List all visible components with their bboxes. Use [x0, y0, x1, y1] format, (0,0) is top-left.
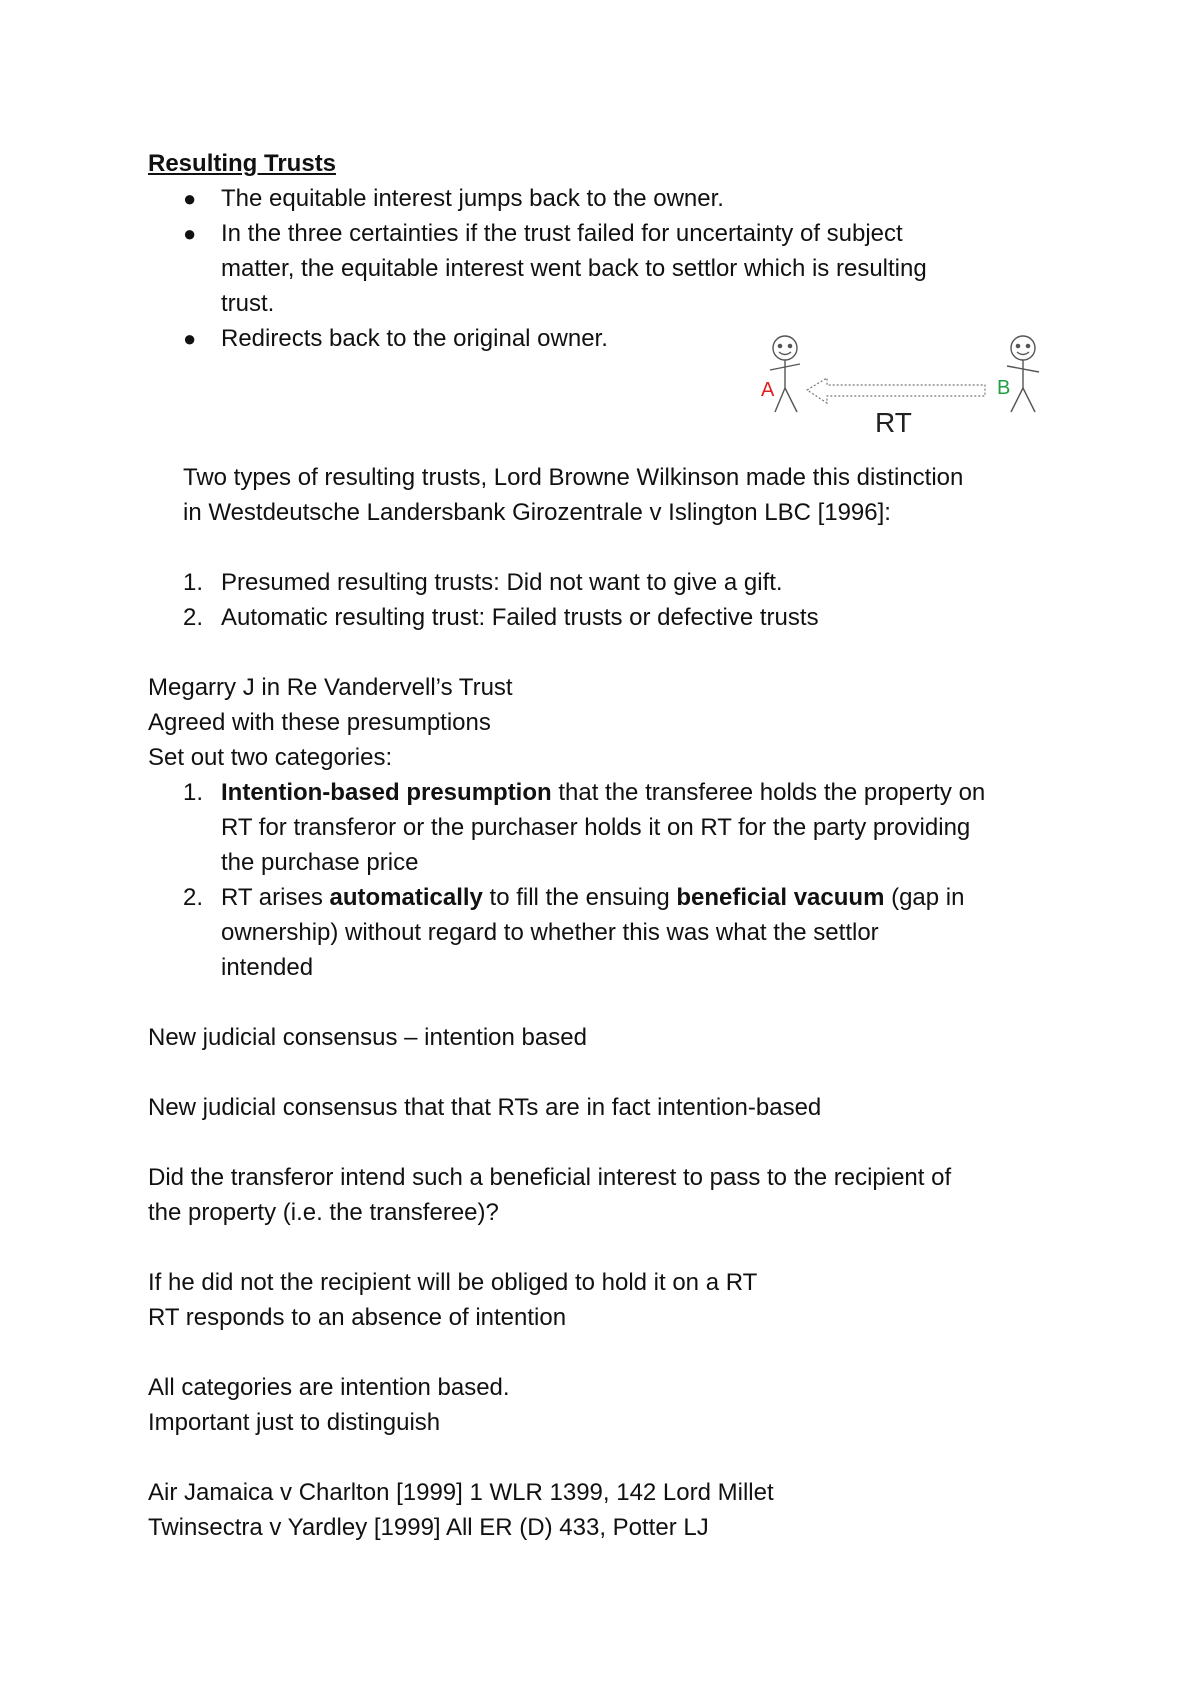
question-line: the property (i.e. the transferee)?: [148, 1199, 499, 1226]
bullet-marker: ●: [183, 326, 197, 351]
megarry-line: Set out two categories:: [148, 744, 393, 771]
types-intro-line: in Westdeutsche Landersbank Girozentrale v Islington LBC [1996]:: [183, 499, 891, 526]
bold-term: automatically: [329, 884, 483, 911]
list-number: 2.: [183, 604, 204, 631]
consensus-text: New judicial consensus that that RTs are in fact intention-based: [148, 1094, 822, 1121]
category-text: (gap in: [884, 884, 965, 911]
category-item-2-continued: intended: [221, 954, 314, 981]
label-a: A: [761, 379, 775, 401]
category-item-1-continued: the purchase price: [221, 849, 419, 876]
resulting-trust-diagram: [745, 330, 1055, 445]
question-line: Did the transferor intend such a beneficial interest to pass to the recipient of: [148, 1164, 952, 1191]
category-item-1-continued: RT for transferor or the purchaser holds it on RT for the party providing: [221, 814, 971, 841]
bullet-marker: ●: [183, 186, 197, 211]
type-item: Presumed resulting trusts: Did not want to give a gift.: [221, 569, 783, 596]
bullet-marker: ●: [183, 221, 197, 246]
paragraph-line: RT responds to an absence of intention: [148, 1304, 567, 1331]
bold-term: Intention-based presumption: [221, 779, 552, 806]
consensus-heading: New judicial consensus – intention based: [148, 1024, 587, 1051]
bold-term: beneficial vacuum: [676, 884, 885, 911]
list-number: 2.: [183, 884, 204, 911]
list-number: 1.: [183, 569, 204, 596]
type-item: Automatic resulting trust: Failed trusts or defective trusts: [221, 604, 819, 631]
bullet-item: In the three certainties if the trust failed for uncertainty of subject: [221, 220, 903, 247]
case-citation: Air Jamaica v Charlton [1999] 1 WLR 1399, 142 Lord Millet: [148, 1479, 774, 1506]
paragraph-line: If he did not the recipient will be obliged to hold it on a RT: [148, 1269, 758, 1296]
list-number: 1.: [183, 779, 204, 806]
category-item-1: [221, 775, 985, 810]
category-item-2: [221, 880, 964, 915]
paragraph-line: All categories are intention based.: [148, 1374, 510, 1401]
bullet-item: Redirects back to the original owner.: [221, 325, 608, 352]
stick-figure-b-icon: [1007, 336, 1039, 412]
bullet-item: The equitable interest jumps back to the owner.: [221, 185, 724, 212]
stick-figure-a-icon: [770, 336, 800, 412]
megarry-line: Megarry J in Re Vandervell’s Trust: [148, 674, 513, 701]
bullet-item-continued: trust.: [221, 290, 275, 317]
case-citation: Twinsectra v Yardley [1999] All ER (D) 433, Potter LJ: [148, 1514, 709, 1541]
label-b: B: [997, 377, 1011, 399]
category-item-2-continued: ownership) without regard to whether this was what the settlor: [221, 919, 879, 946]
page-title: Resulting Trusts: [148, 150, 337, 177]
category-text: to fill the ensuing: [482, 884, 677, 911]
stick-figure-diagram: [745, 330, 1055, 445]
paragraph-line: Important just to distinguish: [148, 1409, 441, 1436]
bullet-item-continued: matter, the equitable interest went back to settlor which is resulting: [221, 255, 927, 282]
megarry-line: Agreed with these presumptions: [148, 709, 491, 736]
category-text: that the transferee holds the property on: [551, 779, 986, 806]
arrow-label-rt: RT: [875, 407, 912, 438]
types-intro-line: Two types of resulting trusts, Lord Browne Wilkinson made this distinction: [183, 464, 964, 491]
left-arrow-icon: [807, 378, 985, 403]
category-text: RT arises: [221, 884, 330, 911]
